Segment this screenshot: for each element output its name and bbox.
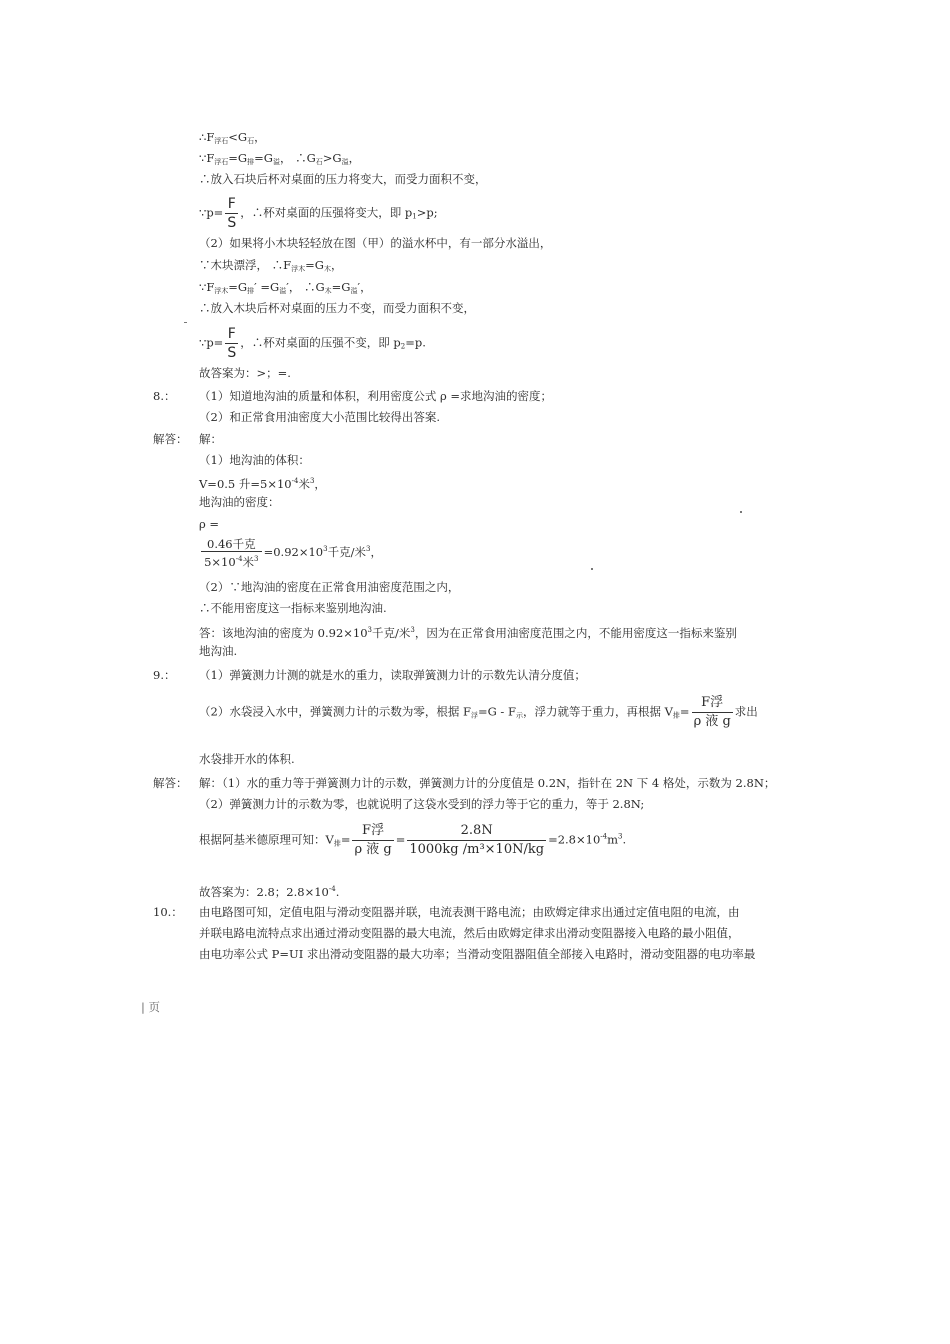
question-number-10: 10.： bbox=[153, 905, 183, 919]
answer-8-8: 答：该地沟油的密度为 $0.92\times 10^3$千克/米$^3$，因为在正常食用油密度范围之内，不能用密度这一指标来鉴别 bbox=[199, 626, 737, 640]
analysis-9-2: （2）水袋浸入水中，弹簧测力计的示数为零，根据 $F_浮=G - F_示$，浮力就等于重力，再根据 $V_排=$ $\frac{\text{F浮}}{\text{ρ 液 g}}$ 求出 bbox=[199, 695, 758, 729]
line-s7-3: ∴放入石块后杯对桌面的压力将变大，而受力面积不变， bbox=[199, 172, 487, 186]
answer-label-8: 解答： bbox=[153, 432, 188, 446]
answer-8-4: ρ = bbox=[199, 517, 220, 531]
line-s7-7: $\because F_{浮木}=G_排' =G_溢'$， $\therefore G_木=G_溢'$， bbox=[199, 280, 372, 295]
answer-9-3: 根据阿基米德原理可知：$V_排=$ $\frac{\text{F浮}}{\text{ρ 液 g}}$ = $\frac{2.8N}{\text{1000kg /m³×10N/kg}}$ $=2.8\times 10^{-4}m^3$. bbox=[199, 823, 627, 857]
scan-speck bbox=[740, 511, 742, 513]
answer-9-final: 故答案为：2.8；$2.8\times 10^{-4}$. bbox=[199, 885, 340, 899]
answer-8-2: V=0.5 升$=5\times 10^{-4}$米$^3$， bbox=[199, 477, 326, 491]
answer-8-6: （2）∵地沟油的密度在正常食用油密度范围之内， bbox=[199, 580, 460, 594]
answer-8-density-fraction: $\frac{\text{0.46千克}}{5\times 10^{-4}米^3}$ $=0.92\times 10^3$千克/米$^3$， bbox=[199, 537, 382, 569]
line-s7-2: $\because F_{浮石}=G_排=G_溢$， $\therefore G_石>G_溢$， bbox=[199, 151, 361, 166]
page-footer: | 页 bbox=[141, 1000, 161, 1014]
answer-8-start: 解： bbox=[199, 432, 222, 446]
analysis-9-1: （1）弹簧测力计测的就是水的重力，读取弹簧测力计的示数先认清分度值； bbox=[199, 668, 586, 682]
fraction-f-over-s-2: $\frac{F}{S}$ bbox=[227, 326, 237, 361]
analysis-10-1: 由电路图可知，定值电阻与滑动变阻器并联，电流表测干路电流；由欧姆定律求出通过定值电阻的电流，由 bbox=[199, 905, 740, 919]
analysis-8-1: （1）知道地沟油的质量和体积，利用密度公式 ρ =求地沟油的密度； bbox=[199, 389, 553, 403]
scan-speck bbox=[184, 322, 187, 323]
fraction-numeric: $\frac{2.8N}{\text{1000kg /m³×10N/kg}}$ bbox=[409, 823, 545, 857]
analysis-10-2: 并联电路电流特点求出通过滑动变阻器的最大电流，然后由欧姆定律求出滑动变阻器接入电路的最小阻值， bbox=[199, 926, 740, 940]
answer-9-2: （2）弹簧测力计的示数为零，也就说明了这袋水受到的浮力等于它的重力，等于 2.8N; bbox=[199, 797, 645, 811]
line-s7-4: ∵p= $\frac{F}{S}$ ，∴杯对桌面的压强将变大，即 $p_1>p$; bbox=[199, 196, 438, 231]
answer-8-3: 地沟油的密度： bbox=[199, 495, 280, 509]
answer-9-1: 解：（1）水的重力等于弹簧测力计的示数，弹簧测力计的分度值是 0.2N，指针在 2N 下 4 格处，示数为 2.8N； bbox=[199, 776, 776, 790]
answer-8-7: ∴不能用密度这一指标来鉴别地沟油. bbox=[199, 601, 387, 615]
line-s7-9: ∵p= $\frac{F}{S}$ ，∴杯对桌面的压强不变，即 $p_2=p$. bbox=[199, 326, 426, 361]
line-s7-answer: 故答案为：>；=. bbox=[199, 366, 291, 380]
line-s7-6: ∵木块漂浮， $\therefore F_{浮木}=G_木$， bbox=[199, 258, 343, 273]
line-s7-5: （2）如果将小木块轻轻放在图（甲）的溢水杯中，有一部分水溢出， bbox=[199, 236, 552, 250]
question-number-8: 8.： bbox=[153, 389, 176, 403]
line-s7-8: ∴放入木块后杯对桌面的压力不变，而受力面积不变， bbox=[199, 301, 475, 315]
analysis-9-3: 水袋排开水的体积. bbox=[199, 752, 295, 766]
answer-8-9: 地沟油. bbox=[199, 644, 238, 658]
fraction-f-over-s: $\frac{F}{S}$ bbox=[227, 196, 237, 231]
fraction-archimedes: $\frac{\text{F浮}}{\text{ρ 液 g}}$ bbox=[354, 823, 392, 857]
fraction-buoyancy-volume: $\frac{\text{F浮}}{\text{ρ 液 g}}$ bbox=[693, 695, 731, 729]
answer-8-1: （1）地沟油的体积： bbox=[199, 453, 310, 467]
question-number-9: 9.： bbox=[153, 668, 176, 682]
scan-speck bbox=[591, 568, 593, 570]
analysis-8-2: （2）和正常食用油密度大小范围比较得出答案. bbox=[199, 410, 440, 424]
line-s7-1: $\therefore F_{浮石}<G_石$， bbox=[199, 130, 266, 145]
answer-label-9: 解答： bbox=[153, 776, 188, 790]
analysis-10-3: 由电功率公式 P=UI 求出滑动变阻器的最大功率；当滑动变阻器阻值全部接入电路时，滑动变阻器的电功率最 bbox=[199, 947, 756, 961]
